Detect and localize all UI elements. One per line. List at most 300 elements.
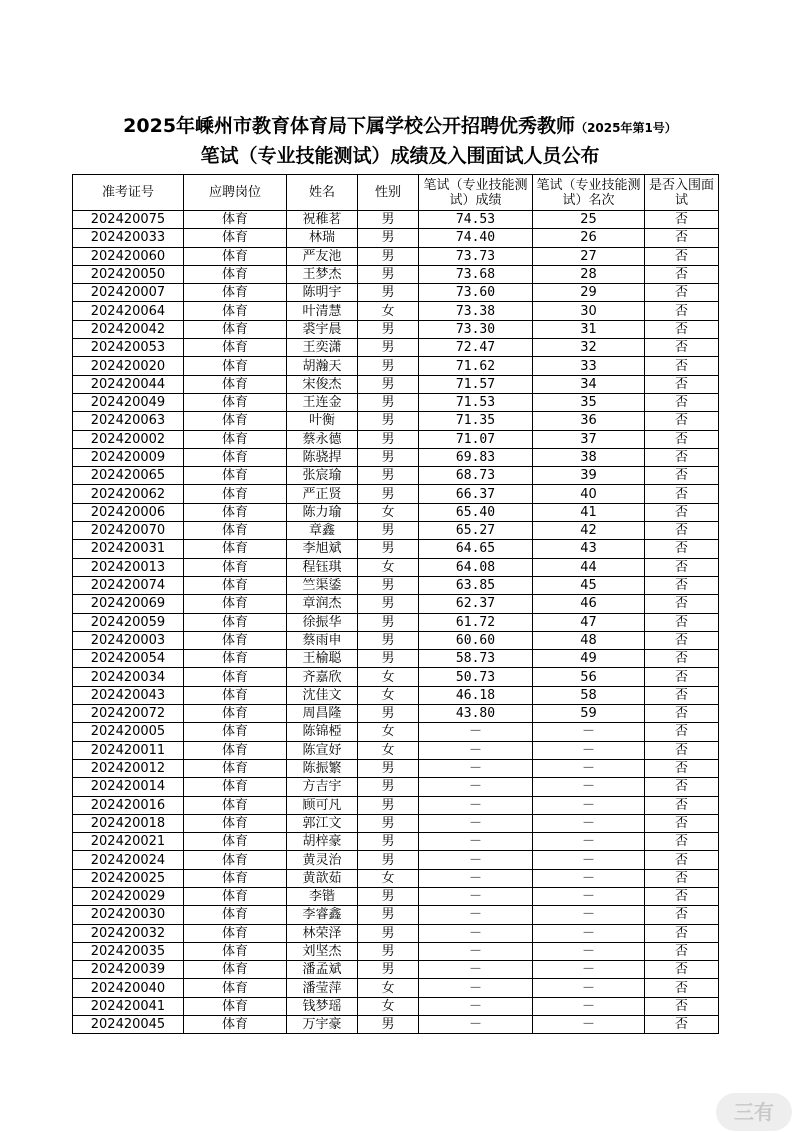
header-interview: 是否入围面试 <box>645 175 719 211</box>
title-line-2: 笔试（专业技能测试）成绩及入围面试人员公布 <box>200 145 600 167</box>
cell-rank: 34 <box>533 375 645 393</box>
cell-rank: － <box>533 869 645 887</box>
cell-rank: 38 <box>533 448 645 466</box>
table-row <box>73 375 719 393</box>
cell-exam-id: 202420054 <box>73 650 184 668</box>
cell-name: 齐嘉欣 <box>287 668 358 686</box>
cell-interview: 否 <box>645 247 719 265</box>
cell-score: － <box>419 778 533 796</box>
cell-rank: 33 <box>533 357 645 375</box>
cell-name: 胡瀚天 <box>287 357 358 375</box>
cell-score: － <box>419 942 533 960</box>
cell-name: 陈力瑜 <box>287 503 358 521</box>
header-score: 笔试（专业技能测试）成绩 <box>419 175 533 211</box>
cell-score: 61.72 <box>419 613 533 631</box>
cell-name: 林瑞 <box>287 229 358 247</box>
cell-score: － <box>419 741 533 759</box>
cell-position: 体育 <box>184 686 287 704</box>
cell-score: － <box>419 833 533 851</box>
table-row <box>73 686 719 704</box>
table-row <box>73 229 719 247</box>
cell-name: 潘孟斌 <box>287 961 358 979</box>
cell-exam-id: 202420012 <box>73 759 184 777</box>
cell-interview: 否 <box>645 613 719 631</box>
cell-score: 46.18 <box>419 686 533 704</box>
cell-interview: 否 <box>645 339 719 357</box>
cell-gender: 男 <box>358 357 419 375</box>
cell-exam-id: 202420049 <box>73 393 184 411</box>
cell-interview: 否 <box>645 393 719 411</box>
cell-score: 60.60 <box>419 631 533 649</box>
cell-rank: 42 <box>533 522 645 540</box>
cell-position: 体育 <box>184 211 287 229</box>
cell-interview: 否 <box>645 705 719 723</box>
cell-interview: 否 <box>645 723 719 741</box>
table-row <box>73 942 719 960</box>
cell-score: 64.65 <box>419 540 533 558</box>
cell-rank: 27 <box>533 247 645 265</box>
cell-interview: 否 <box>645 375 719 393</box>
table-row <box>73 869 719 887</box>
cell-gender: 女 <box>358 503 419 521</box>
cell-name: 万宇豪 <box>287 1016 358 1034</box>
cell-name: 王连金 <box>287 393 358 411</box>
cell-exam-id: 202420018 <box>73 814 184 832</box>
cell-rank: 48 <box>533 631 645 649</box>
cell-interview: 否 <box>645 851 719 869</box>
cell-name: 祝稚茗 <box>287 211 358 229</box>
cell-position: 体育 <box>184 705 287 723</box>
cell-position: 体育 <box>184 759 287 777</box>
table-row <box>73 485 719 503</box>
cell-position: 体育 <box>184 412 287 430</box>
cell-rank: 28 <box>533 265 645 283</box>
cell-gender: 男 <box>358 393 419 411</box>
cell-position: 体育 <box>184 320 287 338</box>
cell-exam-id: 202420009 <box>73 448 184 466</box>
cell-score: 73.60 <box>419 284 533 302</box>
cell-rank: 31 <box>533 320 645 338</box>
cell-interview: 否 <box>645 467 719 485</box>
table-row <box>73 339 719 357</box>
cell-score: 71.53 <box>419 393 533 411</box>
cell-score: 73.68 <box>419 265 533 283</box>
cell-interview: 否 <box>645 924 719 942</box>
cell-rank: 25 <box>533 211 645 229</box>
cell-score: 64.08 <box>419 558 533 576</box>
cell-exam-id: 202420044 <box>73 375 184 393</box>
table-row <box>73 247 719 265</box>
table-row <box>73 448 719 466</box>
cell-interview: 否 <box>645 211 719 229</box>
cell-gender: 男 <box>358 595 419 613</box>
cell-rank: － <box>533 814 645 832</box>
cell-interview: 否 <box>645 229 719 247</box>
cell-rank: 35 <box>533 393 645 411</box>
header-position: 应聘岗位 <box>184 175 287 211</box>
table-row <box>73 503 719 521</box>
cell-rank: 41 <box>533 503 645 521</box>
cell-rank: － <box>533 796 645 814</box>
cell-score: － <box>419 979 533 997</box>
cell-exam-id: 202420014 <box>73 778 184 796</box>
cell-rank: － <box>533 979 645 997</box>
cell-gender: 男 <box>358 1016 419 1034</box>
cell-gender: 女 <box>358 997 419 1015</box>
cell-position: 体育 <box>184 357 287 375</box>
cell-gender: 女 <box>358 686 419 704</box>
table-row <box>73 906 719 924</box>
cell-name: 叶清慧 <box>287 302 358 320</box>
cell-interview: 否 <box>645 430 719 448</box>
cell-interview: 否 <box>645 320 719 338</box>
cell-rank: 39 <box>533 467 645 485</box>
cell-interview: 否 <box>645 357 719 375</box>
table-row <box>73 650 719 668</box>
cell-exam-id: 202420059 <box>73 613 184 631</box>
cell-name: 陈宣妤 <box>287 741 358 759</box>
cell-position: 体育 <box>184 503 287 521</box>
cell-gender: 男 <box>358 247 419 265</box>
cell-interview: 否 <box>645 759 719 777</box>
cell-gender: 女 <box>358 302 419 320</box>
table-row <box>73 778 719 796</box>
cell-rank: － <box>533 741 645 759</box>
cell-score: － <box>419 796 533 814</box>
table-row <box>73 595 719 613</box>
cell-name: 方吉宇 <box>287 778 358 796</box>
cell-interview: 否 <box>645 942 719 960</box>
cell-name: 徐振华 <box>287 613 358 631</box>
cell-gender: 女 <box>358 741 419 759</box>
cell-gender: 男 <box>358 924 419 942</box>
header-rank: 笔试（专业技能测试）名次 <box>533 175 645 211</box>
cell-rank: － <box>533 924 645 942</box>
cell-score: 68.73 <box>419 467 533 485</box>
cell-rank: 26 <box>533 229 645 247</box>
table-row <box>73 302 719 320</box>
cell-name: 黄歆茹 <box>287 869 358 887</box>
cell-gender: 男 <box>358 576 419 594</box>
cell-gender: 男 <box>358 833 419 851</box>
cell-exam-id: 202420035 <box>73 942 184 960</box>
cell-exam-id: 202420060 <box>73 247 184 265</box>
cell-name: 叶衡 <box>287 412 358 430</box>
table-row <box>73 540 719 558</box>
cell-position: 体育 <box>184 430 287 448</box>
table-row <box>73 320 719 338</box>
cell-name: 潘莹萍 <box>287 979 358 997</box>
cell-position: 体育 <box>184 595 287 613</box>
table-row <box>73 924 719 942</box>
cell-exam-id: 202420032 <box>73 924 184 942</box>
cell-position: 体育 <box>184 814 287 832</box>
cell-gender: 男 <box>358 778 419 796</box>
cell-exam-id: 202420031 <box>73 540 184 558</box>
cell-position: 体育 <box>184 229 287 247</box>
cell-exam-id: 202420034 <box>73 668 184 686</box>
cell-interview: 否 <box>645 503 719 521</box>
cell-name: 周昌隆 <box>287 705 358 723</box>
cell-name: 严正贤 <box>287 485 358 503</box>
cell-score: 73.30 <box>419 320 533 338</box>
header-exam-id: 准考证号 <box>73 175 184 211</box>
cell-interview: 否 <box>645 284 719 302</box>
cell-position: 体育 <box>184 741 287 759</box>
cell-gender: 男 <box>358 650 419 668</box>
cell-score: － <box>419 961 533 979</box>
cell-exam-id: 202420075 <box>73 211 184 229</box>
cell-exam-id: 202420007 <box>73 284 184 302</box>
cell-interview: 否 <box>645 906 719 924</box>
cell-score: － <box>419 759 533 777</box>
cell-rank: 36 <box>533 412 645 430</box>
cell-position: 体育 <box>184 339 287 357</box>
cell-name: 张宸瑜 <box>287 467 358 485</box>
cell-name: 沈佳文 <box>287 686 358 704</box>
cell-gender: 男 <box>358 759 419 777</box>
cell-position: 体育 <box>184 942 287 960</box>
cell-name: 宋俊杰 <box>287 375 358 393</box>
cell-interview: 否 <box>645 412 719 430</box>
table-row <box>73 357 719 375</box>
cell-name: 钱梦瑶 <box>287 997 358 1015</box>
cell-exam-id: 202420062 <box>73 485 184 503</box>
cell-exam-id: 202420064 <box>73 302 184 320</box>
cell-name: 王奕潇 <box>287 339 358 357</box>
cell-rank: 44 <box>533 558 645 576</box>
table-row <box>73 887 719 905</box>
cell-name: 严友池 <box>287 247 358 265</box>
table-row <box>73 814 719 832</box>
cell-position: 体育 <box>184 558 287 576</box>
cell-gender: 男 <box>358 412 419 430</box>
cell-name: 黄灵治 <box>287 851 358 869</box>
cell-exam-id: 202420042 <box>73 320 184 338</box>
cell-position: 体育 <box>184 887 287 905</box>
cell-gender: 女 <box>358 558 419 576</box>
cell-rank: － <box>533 759 645 777</box>
cell-name: 陈振繁 <box>287 759 358 777</box>
cell-interview: 否 <box>645 631 719 649</box>
cell-rank: 45 <box>533 576 645 594</box>
cell-score: 71.62 <box>419 357 533 375</box>
cell-score: － <box>419 997 533 1015</box>
cell-exam-id: 202420011 <box>73 741 184 759</box>
cell-exam-id: 202420024 <box>73 851 184 869</box>
table-row <box>73 522 719 540</box>
cell-rank: 37 <box>533 430 645 448</box>
cell-name: 刘坚杰 <box>287 942 358 960</box>
cell-score: 43.80 <box>419 705 533 723</box>
cell-interview: 否 <box>645 887 719 905</box>
table-row <box>73 412 719 430</box>
cell-position: 体育 <box>184 284 287 302</box>
cell-interview: 否 <box>645 1016 719 1034</box>
cell-position: 体育 <box>184 540 287 558</box>
table-row <box>73 668 719 686</box>
cell-score: － <box>419 869 533 887</box>
cell-position: 体育 <box>184 1016 287 1034</box>
cell-interview: 否 <box>645 961 719 979</box>
cell-name: 程钰琪 <box>287 558 358 576</box>
cell-score: 74.40 <box>419 229 533 247</box>
cell-exam-id: 202420045 <box>73 1016 184 1034</box>
cell-score: 66.37 <box>419 485 533 503</box>
cell-name: 竺渠鋈 <box>287 576 358 594</box>
cell-rank: 32 <box>533 339 645 357</box>
cell-score: 74.53 <box>419 211 533 229</box>
cell-rank: － <box>533 723 645 741</box>
cell-interview: 否 <box>645 869 719 887</box>
cell-exam-id: 202420003 <box>73 631 184 649</box>
cell-rank: － <box>533 906 645 924</box>
cell-interview: 否 <box>645 741 719 759</box>
cell-interview: 否 <box>645 650 719 668</box>
table-row <box>73 613 719 631</box>
cell-gender: 男 <box>358 887 419 905</box>
cell-score: 63.85 <box>419 576 533 594</box>
cell-name: 王榆聪 <box>287 650 358 668</box>
cell-score: 65.27 <box>419 522 533 540</box>
cell-position: 体育 <box>184 613 287 631</box>
cell-gender: 男 <box>358 613 419 631</box>
document-title <box>0 113 800 169</box>
cell-gender: 男 <box>358 906 419 924</box>
cell-position: 体育 <box>184 869 287 887</box>
cell-exam-id: 202420002 <box>73 430 184 448</box>
table-row <box>73 741 719 759</box>
cell-exam-id: 202420074 <box>73 576 184 594</box>
cell-gender: 女 <box>358 869 419 887</box>
cell-position: 体育 <box>184 906 287 924</box>
table-row <box>73 851 719 869</box>
cell-score: 73.73 <box>419 247 533 265</box>
cell-gender: 男 <box>358 522 419 540</box>
cell-exam-id: 202420043 <box>73 686 184 704</box>
cell-exam-id: 202420070 <box>73 522 184 540</box>
cell-score: 58.73 <box>419 650 533 668</box>
cell-name: 李锴 <box>287 887 358 905</box>
cell-exam-id: 202420016 <box>73 796 184 814</box>
title-main: 2025年嵊州市教育体育局下属学校公开招聘优秀教师 <box>123 115 576 137</box>
cell-gender: 女 <box>358 668 419 686</box>
cell-rank: － <box>533 997 645 1015</box>
cell-score: － <box>419 814 533 832</box>
cell-rank: － <box>533 887 645 905</box>
cell-exam-id: 202420065 <box>73 467 184 485</box>
cell-gender: 女 <box>358 979 419 997</box>
cell-rank: － <box>533 961 645 979</box>
header-name: 姓名 <box>287 175 358 211</box>
cell-position: 体育 <box>184 833 287 851</box>
cell-interview: 否 <box>645 485 719 503</box>
table-row <box>73 284 719 302</box>
table-row <box>73 723 719 741</box>
cell-exam-id: 202420053 <box>73 339 184 357</box>
app-watermark-logo: 三有 <box>716 1093 792 1131</box>
cell-gender: 男 <box>358 705 419 723</box>
cell-interview: 否 <box>645 778 719 796</box>
cell-score: 71.35 <box>419 412 533 430</box>
cell-gender: 男 <box>358 448 419 466</box>
cell-gender: 男 <box>358 229 419 247</box>
cell-gender: 男 <box>358 942 419 960</box>
cell-name: 章润杰 <box>287 595 358 613</box>
cell-score: 65.40 <box>419 503 533 521</box>
cell-rank: 59 <box>533 705 645 723</box>
cell-score: 71.07 <box>419 430 533 448</box>
cell-name: 裘宇晨 <box>287 320 358 338</box>
table-row <box>73 979 719 997</box>
table-row <box>73 961 719 979</box>
cell-name: 陈锦椏 <box>287 723 358 741</box>
cell-exam-id: 202420063 <box>73 412 184 430</box>
cell-exam-id: 202420025 <box>73 869 184 887</box>
cell-interview: 否 <box>645 997 719 1015</box>
cell-exam-id: 202420006 <box>73 503 184 521</box>
cell-score: － <box>419 887 533 905</box>
cell-gender: 男 <box>358 284 419 302</box>
cell-position: 体育 <box>184 961 287 979</box>
cell-name: 陈骁捍 <box>287 448 358 466</box>
table-row <box>73 759 719 777</box>
cell-score: 69.83 <box>419 448 533 466</box>
cell-score: － <box>419 924 533 942</box>
cell-name: 章鑫 <box>287 522 358 540</box>
cell-rank: 47 <box>533 613 645 631</box>
cell-rank: － <box>533 833 645 851</box>
cell-score: 62.37 <box>419 595 533 613</box>
cell-position: 体育 <box>184 375 287 393</box>
cell-position: 体育 <box>184 302 287 320</box>
table-row <box>73 796 719 814</box>
cell-exam-id: 202420050 <box>73 265 184 283</box>
cell-exam-id: 202420021 <box>73 833 184 851</box>
cell-position: 体育 <box>184 576 287 594</box>
table-header-row <box>73 175 719 211</box>
cell-exam-id: 202420020 <box>73 357 184 375</box>
cell-name: 王梦杰 <box>287 265 358 283</box>
cell-gender: 男 <box>358 631 419 649</box>
cell-exam-id: 202420029 <box>73 887 184 905</box>
table-row <box>73 211 719 229</box>
cell-interview: 否 <box>645 686 719 704</box>
cell-rank: － <box>533 942 645 960</box>
cell-score: － <box>419 851 533 869</box>
cell-position: 体育 <box>184 997 287 1015</box>
cell-gender: 男 <box>358 320 419 338</box>
cell-score: 50.73 <box>419 668 533 686</box>
cell-position: 体育 <box>184 796 287 814</box>
cell-position: 体育 <box>184 265 287 283</box>
cell-interview: 否 <box>645 668 719 686</box>
cell-score: 73.38 <box>419 302 533 320</box>
cell-position: 体育 <box>184 448 287 466</box>
table-row <box>73 558 719 576</box>
cell-rank: 46 <box>533 595 645 613</box>
title-line-1 <box>0 113 800 141</box>
cell-exam-id: 202420033 <box>73 229 184 247</box>
cell-position: 体育 <box>184 631 287 649</box>
table-row <box>73 467 719 485</box>
cell-name: 蔡雨申 <box>287 631 358 649</box>
cell-rank: － <box>533 778 645 796</box>
header-gender: 性别 <box>358 175 419 211</box>
cell-name: 胡梓豪 <box>287 833 358 851</box>
cell-exam-id: 202420040 <box>73 979 184 997</box>
cell-position: 体育 <box>184 485 287 503</box>
